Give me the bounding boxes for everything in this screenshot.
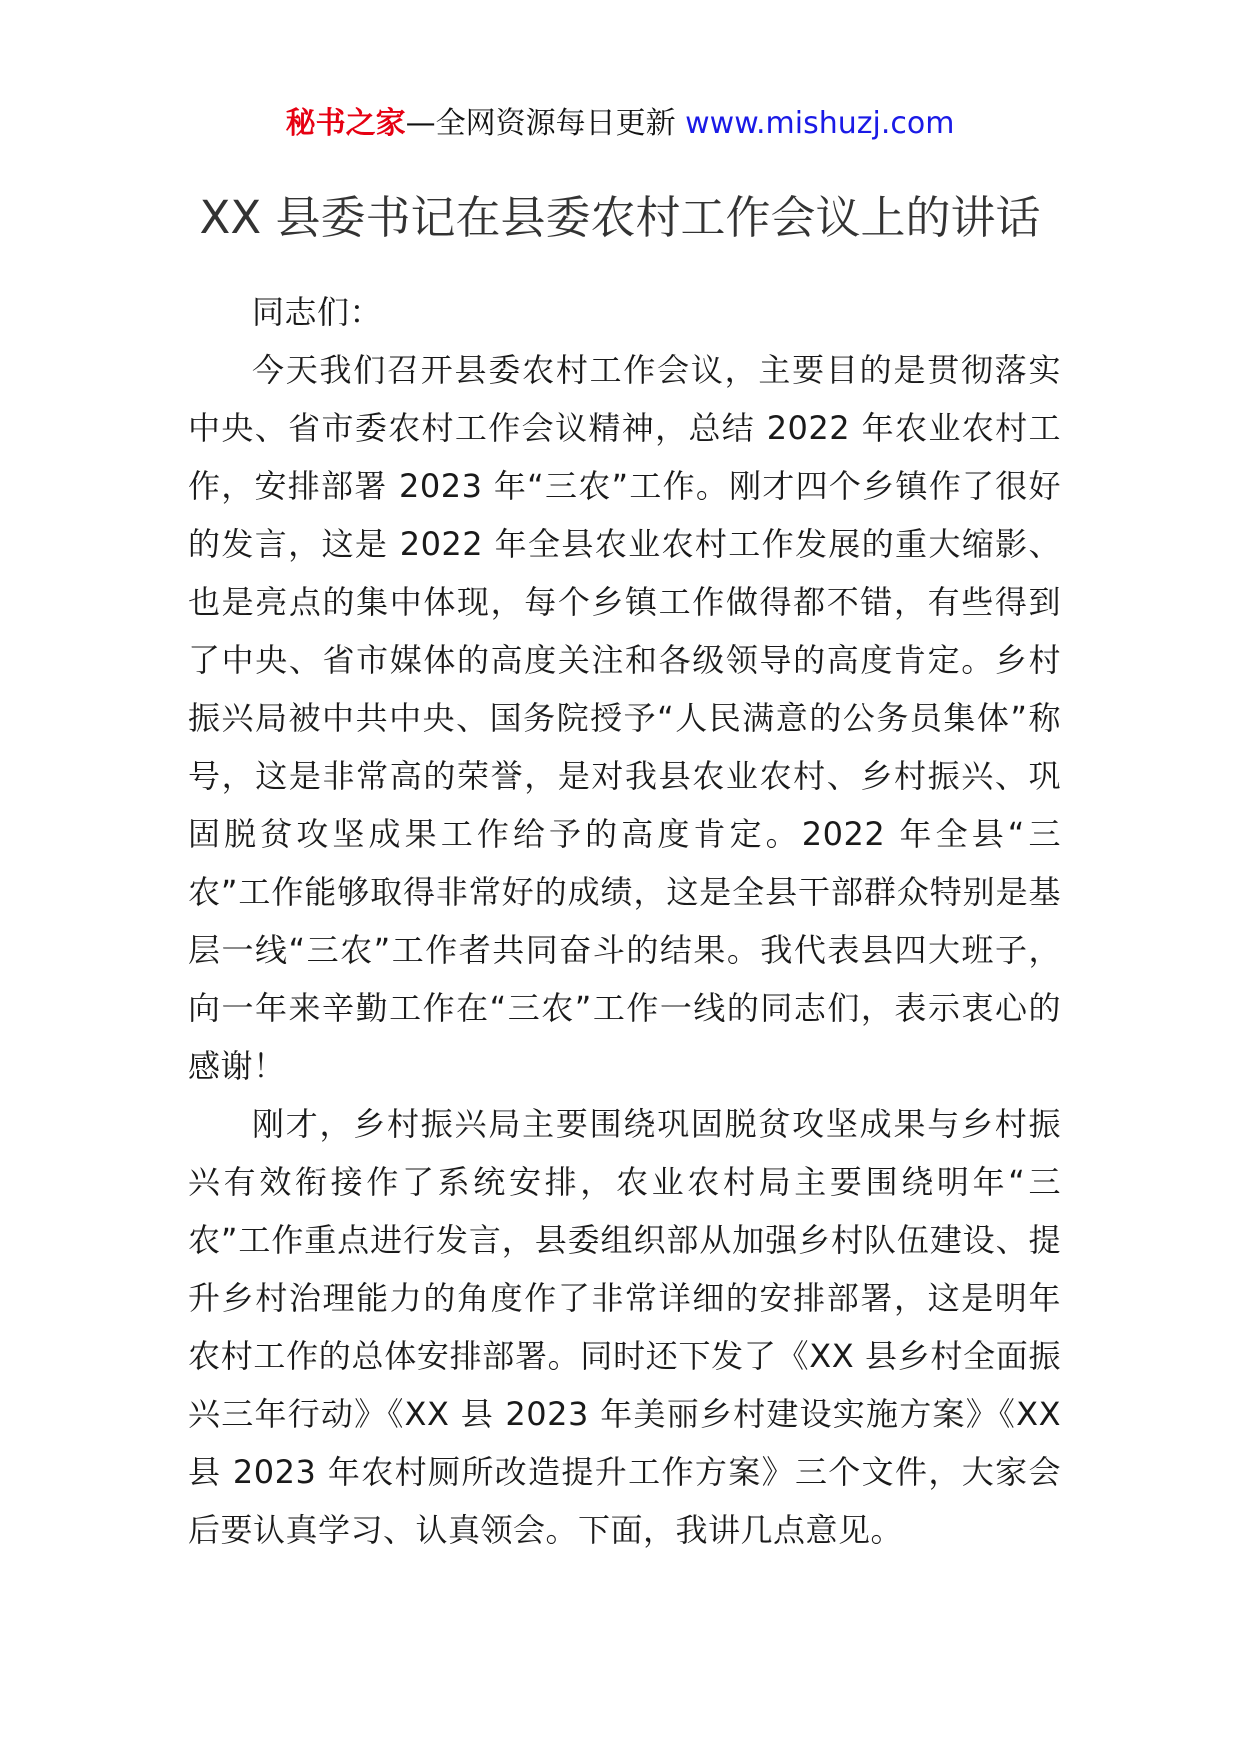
paragraph-1: 今天我们召开县委农村工作会议，主要目的是贯彻落实中央、省市委农村工作会议精神，总结 2022 年农业农村工作，安排部署 2023 年“三农”工作。刚才四个乡镇作了很好的发言，这是 2022 年全县农业农村工作发展的重大缩影、也是亮点的集中体现，每个乡镇工作做得都不错，有些得到了中央、省市媒体的高度关注和各级领导的高度肯定。乡村振兴局被中共中央、国务院授予“人民满意的公务员集体”称号，这是非常高的荣誉，是对我县农业农村、乡村振兴、巩固脱贫攻坚成果工作给予的高度肯定。2022 年全县“三农”工作能够取得非常好的成绩，这是全县干部群众特别是基层一线“三农”工作者共同奋斗的结果。我代表县四大班子，向一年来辛勤工作在“三农”工作一线的同志们，表示衷心的感谢！ bbox=[188, 351, 1061, 1085]
document-body bbox=[188, 283, 1061, 1559]
site-tagline: —全网资源每日更新 bbox=[405, 106, 686, 141]
site-url-link[interactable]: www.mishuzj.com bbox=[685, 106, 955, 141]
salutation: 同志们： bbox=[252, 293, 383, 331]
document-title: XX 县委书记在县委农村工作会议上的讲话 bbox=[199, 191, 1041, 244]
site-brand: 秘书之家 bbox=[285, 106, 406, 141]
paragraph-2: 刚才，乡村振兴局主要围绕巩固脱贫攻坚成果与乡村振兴有效衔接作了系统安排，农业农村局主要围绕明年“三农”工作重点进行发言，县委组织部从加强乡村队伍建设、提升乡村治理能力的角度作了非常详细的安排部署，这是明年农村工作的总体安排部署。同时还下发了《XX 县乡村全面振兴三年行动》《XX 县 2023 年美丽乡村建设实施方案》《XX 县 2023 年农村厕所改造提升工作方案》三个文件，大家会后要认真学习、认真领会。下面，我讲几点意见。 bbox=[188, 1105, 1061, 1549]
site-header bbox=[0, 104, 1240, 144]
